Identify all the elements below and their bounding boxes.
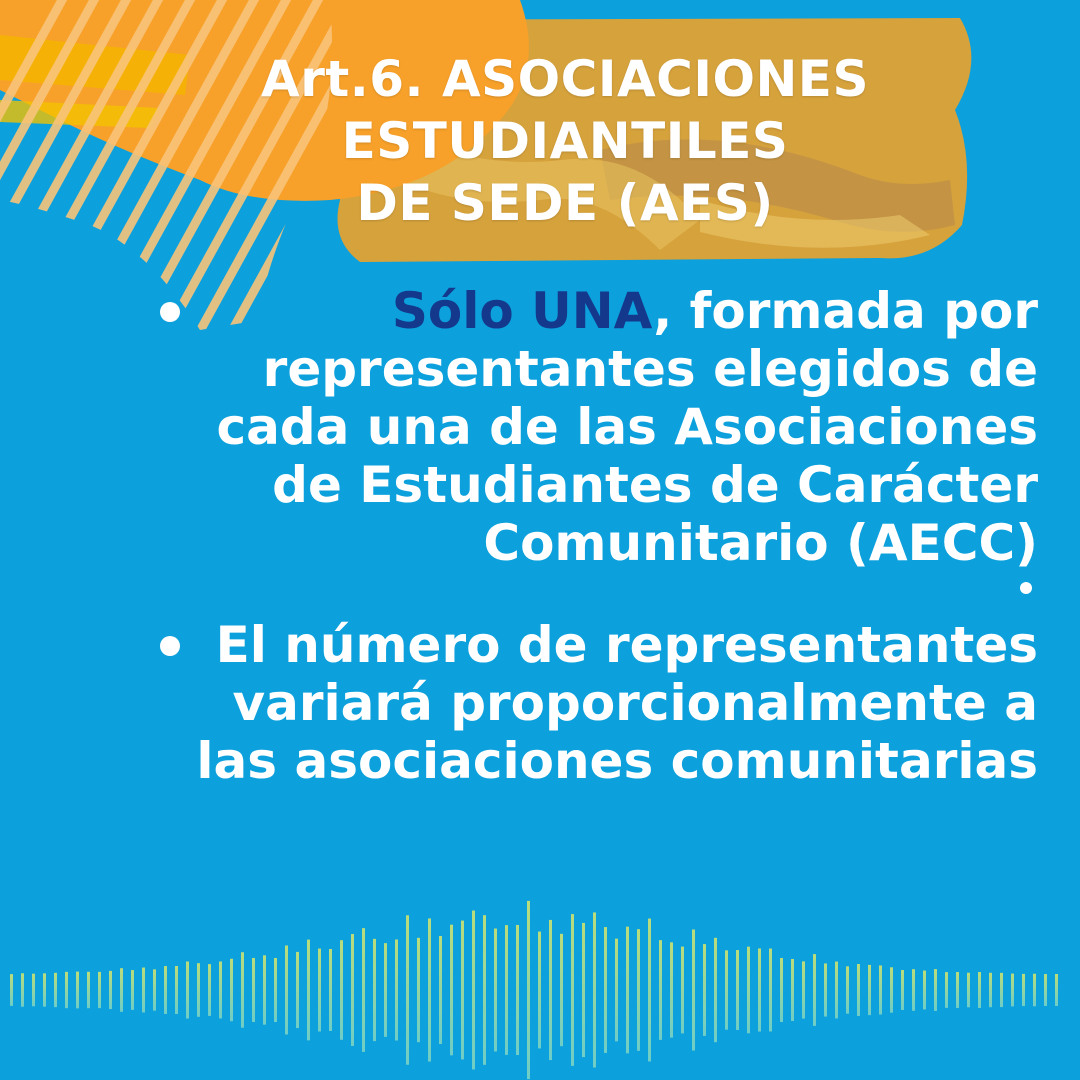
title-line-3: DE SEDE (AES): [356, 174, 774, 232]
wave-bar: [340, 940, 343, 1040]
wave-bar: [1044, 974, 1047, 1006]
wave-bar: [384, 943, 387, 1037]
wave-bar: [10, 974, 13, 1006]
wave-bar: [98, 972, 101, 1008]
wave-bar: [1055, 974, 1058, 1006]
wave-bar: [901, 970, 904, 1010]
wave-bar: [252, 958, 255, 1022]
wave-bar: [835, 962, 838, 1019]
wave-bar: [197, 963, 200, 1017]
wave-bar: [263, 955, 266, 1024]
wave-bar: [1000, 973, 1003, 1007]
wave-bar: [230, 959, 233, 1021]
wave-bar: [780, 958, 783, 1022]
wave-bar: [604, 927, 607, 1053]
wave-bar: [54, 973, 57, 1007]
wave-bar: [967, 973, 970, 1008]
wave-bar: [802, 961, 805, 1018]
wave-bar: [769, 949, 772, 1032]
wave-bar: [549, 920, 552, 1060]
wave-bar: [351, 934, 354, 1046]
wave-bar: [747, 947, 750, 1034]
wave-bar: [681, 947, 684, 1034]
wave-bar: [670, 942, 673, 1037]
item-body-text: , formada por representantes elegidos de cada una de las Asociaciones de Estudiantes de Carácter Comunitario (AECC): [216, 282, 1038, 572]
wave-bar: [1011, 974, 1014, 1007]
wave-bar: [758, 948, 761, 1031]
wave-bar: [43, 973, 46, 1006]
title-line-1: Art.6. ASOCIACIONES: [261, 50, 869, 108]
wave-bar: [417, 938, 420, 1042]
wave-bar: [406, 915, 409, 1064]
wave-bar: [791, 959, 794, 1021]
wave-bar: [813, 954, 816, 1026]
wave-bar: [483, 915, 486, 1065]
wave-bar: [736, 950, 739, 1030]
wave-bar: [109, 971, 112, 1009]
wave-bar: [923, 971, 926, 1010]
wave-bar: [637, 929, 640, 1051]
wave-bar: [956, 972, 959, 1008]
wave-bar: [175, 966, 178, 1014]
list-item-text: El número de representantes variará proporcionalmente a las asociaciones comunitarias: [196, 616, 1038, 790]
wave-bar: [450, 925, 453, 1056]
wave-bar: [32, 974, 35, 1007]
wave-bar: [714, 938, 717, 1042]
wave-bar: [1033, 974, 1036, 1007]
wave-bar: [703, 944, 706, 1036]
wave-bar: [516, 925, 519, 1055]
wave-bar: [978, 972, 981, 1008]
wave-bar: [571, 914, 574, 1066]
wave-bar: [274, 958, 277, 1022]
wave-bar: [725, 950, 728, 1029]
wave-bar: [593, 912, 596, 1067]
wave-bar: [142, 968, 145, 1013]
wave-bar: [989, 973, 992, 1007]
wave-bar: [659, 940, 662, 1040]
slide-title: [150, 48, 980, 234]
wave-bar: [494, 929, 497, 1052]
wave-bar: [373, 939, 376, 1041]
wave-bar: [461, 921, 464, 1060]
wave-bar: [131, 970, 134, 1010]
wave-bar: [285, 945, 288, 1034]
wave-bar: [560, 934, 563, 1046]
wave-bar: [890, 967, 893, 1012]
wave-bar: [296, 952, 299, 1028]
wave-bar: [428, 918, 431, 1061]
wave-bar: [945, 972, 948, 1008]
wave-bar: [824, 963, 827, 1016]
sound-wave-pattern: [10, 901, 1058, 1079]
wave-bar: [472, 911, 475, 1070]
wave-bar: [208, 964, 211, 1016]
wave-bar: [186, 961, 189, 1018]
wave-bar: [692, 929, 695, 1050]
wave-bar: [934, 969, 937, 1011]
wave-bar: [615, 939, 618, 1042]
wave-bar: [648, 919, 651, 1062]
wave-bar: [879, 965, 882, 1014]
wave-bar: [846, 966, 849, 1013]
bullet-icon: [160, 636, 180, 656]
wave-bar: [395, 939, 398, 1040]
bullet-icon: [160, 302, 180, 322]
list-item: [160, 616, 1038, 790]
wave-bar: [439, 936, 442, 1044]
wave-bar: [219, 962, 222, 1019]
wave-bar: [318, 949, 321, 1032]
wave-bar: [1022, 974, 1025, 1006]
wave-bar: [164, 966, 167, 1014]
wave-bar: [857, 964, 860, 1016]
wave-bar: [868, 965, 871, 1015]
wave-bar: [362, 928, 365, 1052]
wave-bar: [582, 923, 585, 1057]
wave-bar: [65, 972, 68, 1008]
wave-bar: [912, 969, 915, 1011]
list-item: [160, 282, 1038, 572]
wave-bar: [21, 973, 24, 1006]
list-item-text: [160, 282, 1038, 572]
highlight-text: Sólo UNA: [391, 282, 654, 340]
wave-bar: [153, 969, 156, 1010]
wave-bar: [241, 952, 244, 1027]
wave-bar: [329, 949, 332, 1031]
wave-bar: [76, 972, 79, 1009]
wave-bar: [307, 940, 310, 1041]
wave-bar: [626, 927, 629, 1054]
wave-bar: [527, 901, 530, 1079]
wave-bar: [505, 925, 508, 1055]
bullet-icon: [160, 572, 1038, 616]
wave-bar: [120, 968, 123, 1012]
bullet-list: [160, 282, 1038, 790]
wave-bar: [538, 932, 541, 1049]
title-line-2: ESTUDIANTILES: [341, 112, 789, 170]
wave-bar: [87, 972, 90, 1008]
